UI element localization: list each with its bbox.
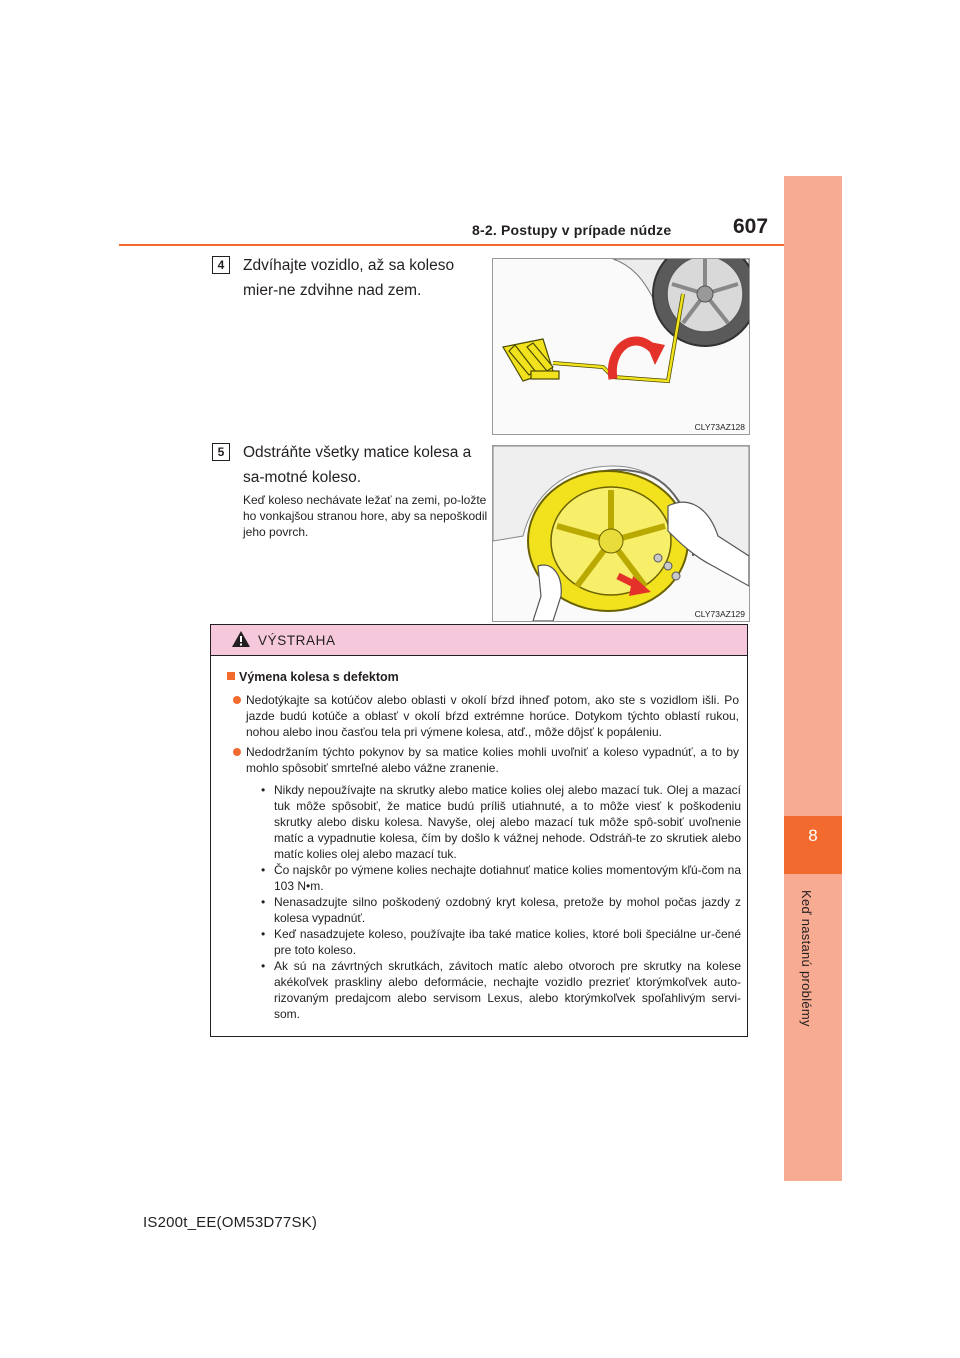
warning-title: VÝSTRAHA bbox=[258, 633, 336, 648]
dot-bullet-icon bbox=[233, 696, 241, 704]
warning-paragraph-text: Nedodržaním týchto pokynov by sa matice kolies mohli uvoľniť a koleso vypadnúť, a to by mohlo spôsobiť smrteľné alebo vážne zranenie. bbox=[246, 745, 739, 775]
warning-header bbox=[211, 625, 747, 656]
warning-paragraph bbox=[233, 744, 739, 776]
jack-illustration bbox=[492, 258, 750, 435]
model-code: IS200t_EE(OM53D77SK) bbox=[143, 1214, 318, 1231]
warning-bullet: • Ak sú na závrtných skrutkách, závitoch matíc alebo otvoroch pre skrutky na kolese akékoľvek praskliny alebo deformácie, nechajte vozidlo prezrieť ktorýmkoľvek auto-rizovaným predajcom alebo servisom Lexus, alebo ktorýmkoľvek spoľahlivým servi-som. bbox=[261, 958, 741, 1022]
step-text: Zdvíhajte vozidlo, až sa koleso mier-ne zdvihne nad zem. bbox=[243, 257, 455, 299]
warning-bullet-list bbox=[261, 782, 741, 1022]
figure-code: CLY73AZ128 bbox=[694, 422, 745, 432]
warning-box bbox=[210, 624, 748, 1037]
step-text: Odstráňte všetky matice kolesa a sa-motné koleso. bbox=[243, 444, 472, 486]
warning-bullet: • Nenasadzujte silno poškodený ozdobný kryt kolesa, pretože by mohol počas jazdy z kolesa vypadnúť. bbox=[261, 894, 741, 926]
jack-lift-drawing bbox=[493, 259, 749, 434]
warning-bullet: • Nikdy nepoužívajte na skrutky alebo matice kolies olej alebo mazací tuk. Olej a mazací tuk môže spôsobiť, že matice budú príliš utiahnuté, a to môže viesť k poškodeniu skrutky alebo disku kolesa. Navyše, olej alebo mazací tuk môže spô-sobiť uvoľnenie matíc a vypadnutie kolesa, čím by došlo k vážnej nehode. Odstráň-te zo skrutiek alebo matíc kolies olej alebo mazací tuk. bbox=[261, 782, 741, 862]
square-bullet-icon bbox=[227, 672, 235, 680]
warning-heading bbox=[227, 670, 399, 684]
warning-triangle-icon bbox=[231, 630, 251, 648]
wheel-removal-drawing bbox=[493, 446, 749, 621]
wheel-removal-illustration bbox=[492, 445, 750, 622]
dot-bullet-icon bbox=[233, 748, 241, 756]
figure-code: CLY73AZ129 bbox=[694, 609, 745, 619]
section-title: 8-2. Postupy v prípade núdze bbox=[472, 222, 672, 238]
chapter-title: Keď nastanú problémy bbox=[799, 890, 814, 1027]
step-number-badge: 4 bbox=[212, 256, 230, 274]
warning-bullet: • Čo najskôr po výmene kolies nechajte dotiahnuť matice kolies momentovým kľú-čom na 103 N•m. bbox=[261, 862, 741, 894]
chapter-number: 8 bbox=[808, 826, 818, 845]
warning-heading-text: Výmena kolesa s defektom bbox=[239, 670, 399, 684]
step-number-badge: 5 bbox=[212, 443, 230, 461]
header-divider bbox=[119, 244, 784, 246]
warning-paragraph bbox=[233, 692, 739, 740]
warning-paragraph-text: Nedotýkajte sa kotúčov alebo oblasti v okolí bŕzd ihneď potom, ako ste s vozidlom išli. Po jazde budú kotúče a oblasť v okolí bŕzd extrémne horúce. Dotykom týchto oblastí rukou, nohou alebo inou časťou tela pri výmene kolesa, atď., môže dôjsť k popáleniu. bbox=[246, 693, 739, 739]
warning-bullet: • Keď nasadzujete koleso, používajte iba také matice kolies, ktoré boli špeciálne ur-čené pre toto koleso. bbox=[261, 926, 741, 958]
step-note: Keď koleso nechávate ležať na zemi, po-ložte ho vonkajšou stranou hore, aby sa nepoškodil jeho povrch. bbox=[243, 493, 488, 539]
page-number: 607 bbox=[733, 215, 769, 238]
chapter-side-tab bbox=[784, 176, 842, 1181]
